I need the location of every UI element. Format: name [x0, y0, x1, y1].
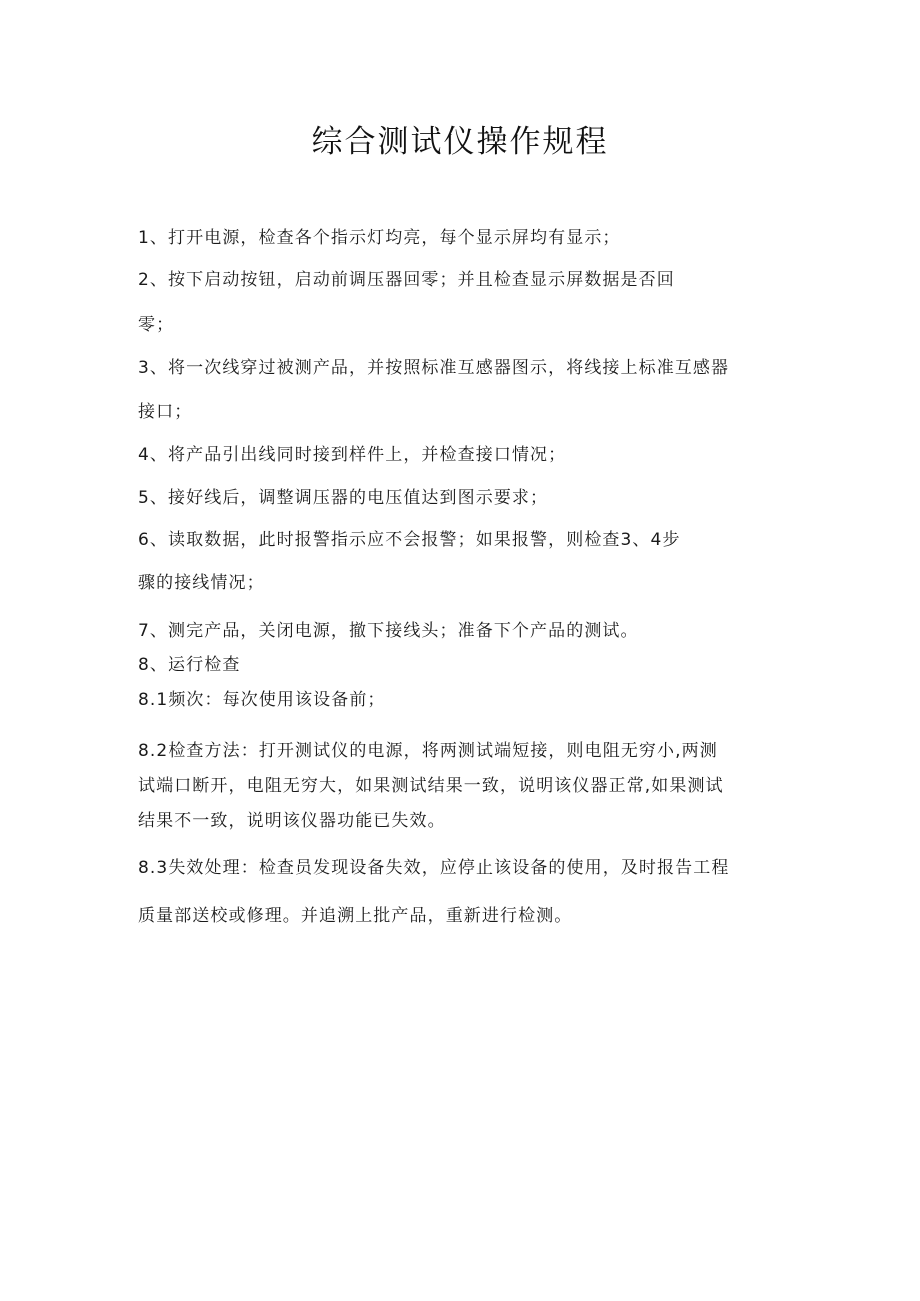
step-7-line: 7、测完产品，关闭电源，撤下接线头；准备下个产品的测试。: [138, 621, 639, 641]
step-5-line: 5、接好线后，调整调压器的电压值达到图示要求；: [138, 488, 549, 508]
step-1-line: 1、打开电源，检查各个指示灯均亮，每个显示屏均有显示；: [138, 228, 621, 248]
step-8-2-line-cont-1: 试端口断开，电阻无穷大，如果测试结果一致，说明该仪器正常,如果测试: [138, 776, 724, 796]
step-8-3-line: 8.3失效处理：检查员发现设备失效，应停止该设备的使用，及时报告工程: [138, 858, 730, 878]
step-8-heading: 8、运行检查: [138, 655, 241, 675]
step-6-line: 6、读取数据，此时报警指示应不会报警；如果报警，则检查3、4步: [138, 530, 681, 550]
step-3-line: 3、将一次线穿过被测产品，并按照标准互感器图示，将线接上标准互感器: [138, 358, 730, 378]
step-8-1-line: 8.1频次：每次使用该设备前；: [138, 690, 386, 710]
step-8-3-line-cont: 质量部送校或修理。并追溯上批产品，重新进行检测。: [138, 906, 573, 926]
step-2-line: 2、按下启动按钮，启动前调压器回零；并且检查显示屏数据是否回: [138, 270, 675, 290]
step-4-line: 4、将产品引出线同时接到样件上，并检查接口情况；: [138, 445, 567, 465]
step-8-2-line: 8.2检查方法：打开测试仪的电源，将两测试端短接，则电阻无穷小,两测: [138, 741, 718, 761]
step-2-line-cont: 零；: [138, 315, 175, 335]
step-3-line-cont: 接口；: [138, 402, 193, 422]
step-8-2-line-cont-2: 结果不一致，说明该仪器功能已失效。: [138, 811, 446, 831]
document-title: 综合测试仪操作规程: [311, 124, 609, 160]
step-6-line-cont: 骤的接线情况；: [138, 573, 265, 593]
